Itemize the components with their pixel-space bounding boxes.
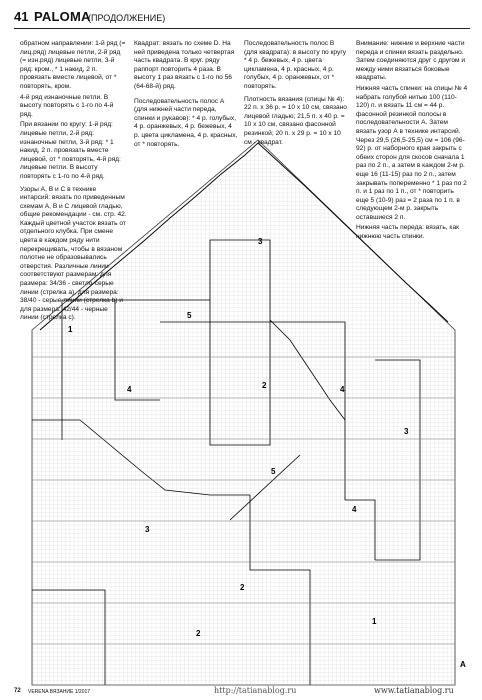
text-column-3 (244, 40, 348, 149)
paragraph: Узоры А, В и С в технике интарсий: вязать по приведенным схемам А, В и С лицевой гладью, общие рекомендации - см. стр. 42. Каждый цветной участок вязать от отдельного клубка. При смене цвета в каждом ряду нити перекрещивать, чтобы в вязаном полотне не образовывались отверстия. Различные линии соответствуют размерам: для размера: 34/36 - светло-серые линии (стрелка a), для размера: 38/40 - серые линии (стрелка b) и для размера: 42/44 - черные линии (стрелка c). (20, 185, 127, 322)
region-label: 4 (340, 385, 345, 394)
region-label: 5 (187, 311, 192, 320)
page-number: 41 (14, 9, 29, 24)
paragraph: Последовательность полос А (для нижней части переда, спинки и рукавов): * 4 р. голубых, 4 р. оранжевых, 4 р. бежевых, 4 р. цвета цикламена, 4 р. красных, от * повторять. (134, 97, 238, 148)
region-label: 2 (262, 381, 267, 390)
region-label: 1 (372, 617, 377, 626)
paragraph: Последовательность полос В (для квадрата): в высоту по кругу * 4 р. бежевых, 4 р. цвета цикламена, 4 р. красных, 4 р. голубых, 4 р. оранжевых, от * повторять. (244, 40, 347, 90)
page-footer (14, 688, 470, 698)
region-label: 4 (352, 505, 357, 514)
region-label: 3 (404, 427, 409, 436)
text-column-1 (20, 40, 128, 325)
footer-watermark: http://tatianablog.ru (214, 686, 297, 695)
region-label: 4 (127, 385, 132, 394)
paragraph: Нижняя часть спинки: на спицы № 4 набрать голубой нитью 100 (110-120) п. и вязать 11 см = 44 р. фасонной резинкой полосы в последовательности А. Затем вязать узор А в технике интарсий. Через 29,5 (26,5-25,5) см = 106 (96-92) р. от наборного края закрыть с обеих сторон для скосов сначала 1 раз по 2 п., а затем в каждом 2-м р. еще 16 (11-15) раз по 2 п., затем закрывать попеременно * 1 раз по 2 п. и 1 раз по 1 п., от * повторить еще 5 (10-9) раз = 2 раза по 1 п. в следующем 2-м р. закрыть оставшиеся 2 п. (356, 84, 468, 221)
text-column-4 (356, 40, 468, 244)
text-column-2 (134, 40, 238, 151)
page-subtitle: (ПРОДОЛЖЕНИЕ) (88, 13, 166, 23)
page-title: PALOMA (34, 9, 91, 24)
region-label: 5 (271, 467, 276, 476)
paragraph: Нижняя часть переда: вязать, как нижнюю часть спинки. (356, 224, 460, 241)
paragraph: При вязании по кругу: 1-й ряд: лицевые петли, 2-й ряд: изнаночные петли, 3-й ряд: * 1 накид, 2 п. провязать вместе лицевой, от * повторять, 4-й ряд: лицевые петли. В высоту повторять с 1-го по 4-й ряд. (20, 121, 121, 180)
paragraph: Квадрат: вязать по схеме D. На ней приведена только четвертая часть квадрата. В круг. ряду раппорт повторить 4 раза. В высоту 1 раз вязать с 1-го по 56 (64-68-й) ряд. (134, 40, 235, 90)
chart-corner-letter: A (460, 660, 466, 669)
footer-magazine: VERENA ВЯЗАНИЕ 1/2017 (28, 689, 91, 695)
region-label: 3 (258, 237, 263, 246)
region-label: 2 (196, 629, 201, 638)
region-label: 1 (68, 325, 73, 334)
paragraph: Внимание: нижние и верхние части переда и спинки вязать раздельно. Затем соединяются друг с другом и между ними вязаться боковые квадраты. (356, 40, 466, 82)
region-label: 3 (145, 525, 150, 534)
footer-watermark-2: www.tatianablog.ru (374, 686, 454, 695)
region-label: 2 (240, 583, 245, 592)
paragraph: Плотность вязания (спицы № 4): 22 п. х 36 р. = 10 х 10 см, связано лицевой гладью; 21,5 п. х 40 р. = 10 х 10 см, связано фасонной резинкой; 20 п. х 29 р. = 10 х 10 см - квадрат. (244, 95, 347, 146)
paragraph: обратном направлении: 1-й ряд (= лиц.ряд) лицевые петли, 2-й ряд (= изн.ряд) лицевые петли, 3-й ряд: кром., * 1 накид, 2 п. провязать вместе лицевой, от * повторять, кром. (20, 40, 126, 90)
paragraph: 4-й ряд изнаночные петли. В высоту повторять с 1-го по 4-й ряд. (20, 93, 114, 118)
footer-page-number: 72 (14, 688, 21, 694)
